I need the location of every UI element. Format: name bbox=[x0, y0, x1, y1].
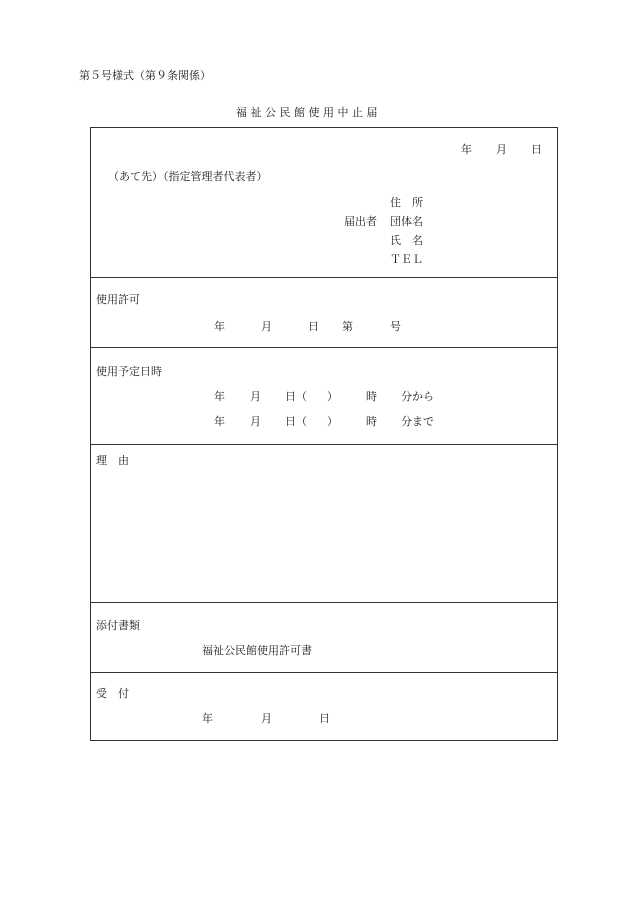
schedule-label: 使用予定日時 bbox=[96, 365, 162, 378]
schedule-end-day: 日（ bbox=[285, 415, 307, 428]
permit-day: 日 bbox=[308, 320, 319, 333]
schedule-start-hour: 時 bbox=[366, 390, 377, 403]
schedule-end-close: ） bbox=[327, 415, 338, 428]
divider bbox=[91, 672, 557, 673]
schedule-start-day: 日（ bbox=[285, 390, 307, 403]
reception-label: 受 付 bbox=[96, 687, 129, 700]
form-number: 第５号様式（第９条関係） bbox=[79, 69, 211, 82]
schedule-end-year: 年 bbox=[214, 415, 225, 428]
name-label: 氏 名 bbox=[390, 234, 423, 247]
attachments-label: 添付書類 bbox=[96, 619, 140, 632]
schedule-end-month: 月 bbox=[250, 415, 261, 428]
header-date-day: 日 bbox=[531, 143, 542, 156]
header-date-month: 月 bbox=[496, 143, 507, 156]
divider bbox=[91, 347, 557, 348]
applicant-label: 届出者 bbox=[344, 215, 377, 228]
permit-label: 使用許可 bbox=[96, 293, 140, 306]
schedule-end-minute: 分まで bbox=[401, 415, 434, 428]
address-label: 住 所 bbox=[390, 196, 423, 209]
schedule-start-month: 月 bbox=[250, 390, 261, 403]
addressee: （あて先）（指定管理者代表者） bbox=[108, 170, 268, 183]
schedule-end-hour: 時 bbox=[366, 415, 377, 428]
divider bbox=[91, 277, 557, 278]
permit-month: 月 bbox=[261, 320, 272, 333]
org-label: 団体名 bbox=[390, 215, 423, 228]
reception-day: 日 bbox=[319, 712, 330, 725]
tel-label: ＴＥＬ bbox=[390, 253, 423, 266]
permit-year: 年 bbox=[214, 320, 225, 333]
reception-year: 年 bbox=[202, 712, 213, 725]
header-date-year: 年 bbox=[461, 143, 472, 156]
divider bbox=[91, 602, 557, 603]
permit-number-prefix: 第 bbox=[342, 320, 353, 333]
schedule-start-year: 年 bbox=[214, 390, 225, 403]
reception-month: 月 bbox=[261, 712, 272, 725]
schedule-start-minute: 分から bbox=[401, 390, 434, 403]
form-title: 福 祉 公 民 館 使 用 中 止 届 bbox=[236, 106, 378, 119]
divider bbox=[91, 444, 557, 445]
form-table bbox=[90, 127, 558, 741]
schedule-start-close: ） bbox=[327, 390, 338, 403]
permit-number-suffix: 号 bbox=[390, 320, 401, 333]
attachment-item: 福祉公民館使用許可書 bbox=[202, 644, 312, 657]
reason-label: 理 由 bbox=[96, 454, 129, 467]
